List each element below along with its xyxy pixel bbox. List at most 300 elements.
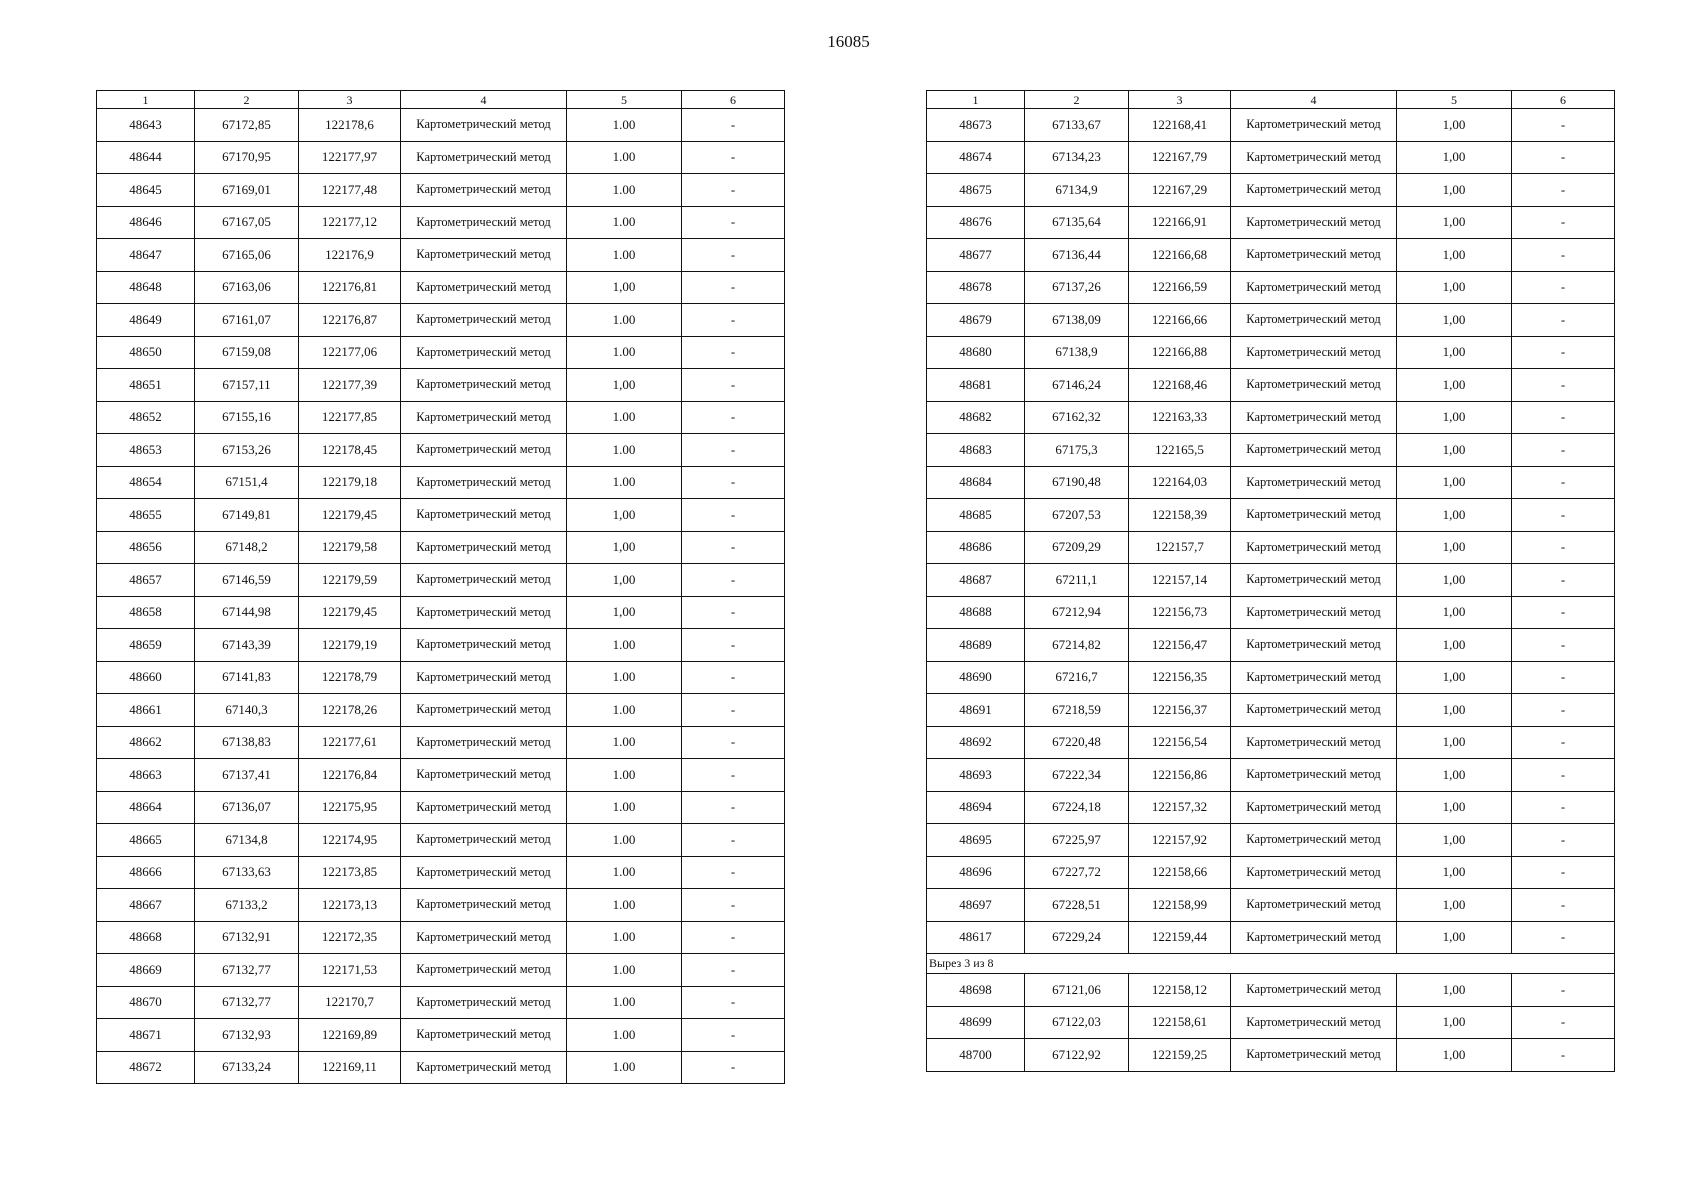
note-cell: - — [682, 109, 785, 142]
x-coordinate-cell: 67175,3 — [1025, 434, 1129, 467]
method-cell: Картометрический метод — [1231, 336, 1397, 369]
method-cell: Картометрический метод — [401, 856, 567, 889]
method-cell: Картометрический метод — [1231, 109, 1397, 142]
note-cell: - — [682, 791, 785, 824]
table-row — [927, 369, 1615, 402]
y-coordinate-cell: 122179,59 — [299, 564, 401, 597]
table-row — [927, 141, 1615, 174]
y-coordinate-cell: 122172,35 — [299, 921, 401, 954]
method-cell: Картометрический метод — [1231, 921, 1397, 954]
y-coordinate-cell: 122157,92 — [1129, 824, 1231, 857]
x-coordinate-cell: 67190,48 — [1025, 466, 1129, 499]
column-number-header: 4 — [1231, 91, 1397, 109]
method-cell: Картометрический метод — [1231, 694, 1397, 727]
x-coordinate-cell: 67161,07 — [195, 304, 299, 337]
method-cell: Картометрический метод — [1231, 726, 1397, 759]
table-row — [97, 174, 785, 207]
accuracy-cell: 1,00 — [1397, 726, 1512, 759]
method-cell: Картометрический метод — [1231, 824, 1397, 857]
y-coordinate-cell: 122171,53 — [299, 954, 401, 987]
accuracy-cell: 1.00 — [567, 206, 682, 239]
y-coordinate-cell: 122177,85 — [299, 401, 401, 434]
y-coordinate-cell: 122176,84 — [299, 759, 401, 792]
accuracy-cell: 1.00 — [567, 336, 682, 369]
accuracy-cell: 1.00 — [567, 889, 682, 922]
y-coordinate-cell: 122156,86 — [1129, 759, 1231, 792]
table-row — [97, 304, 785, 337]
y-coordinate-cell: 122158,61 — [1129, 1006, 1231, 1039]
accuracy-cell: 1,00 — [1397, 174, 1512, 207]
x-coordinate-cell: 67218,59 — [1025, 694, 1129, 727]
note-cell: - — [1512, 1006, 1615, 1039]
table-row — [927, 401, 1615, 434]
point-number-cell: 48699 — [927, 1006, 1025, 1039]
y-coordinate-cell: 122170,7 — [299, 986, 401, 1019]
table-row — [97, 369, 785, 402]
point-number-cell: 48675 — [927, 174, 1025, 207]
table-row — [97, 141, 785, 174]
x-coordinate-cell: 67122,03 — [1025, 1006, 1129, 1039]
note-cell: - — [682, 824, 785, 857]
accuracy-cell: 1,00 — [1397, 141, 1512, 174]
table-row — [97, 629, 785, 662]
y-coordinate-cell: 122179,45 — [299, 499, 401, 532]
point-number-cell: 48664 — [97, 791, 195, 824]
table-row — [927, 239, 1615, 272]
table-row — [927, 856, 1615, 889]
note-cell: - — [682, 531, 785, 564]
accuracy-cell: 1,00 — [1397, 791, 1512, 824]
method-cell: Картометрический метод — [1231, 141, 1397, 174]
method-cell: Картометрический метод — [401, 1019, 567, 1052]
table-row — [927, 304, 1615, 337]
x-coordinate-cell: 67141,83 — [195, 661, 299, 694]
table-row — [97, 889, 785, 922]
accuracy-cell: 1.00 — [567, 661, 682, 694]
note-cell: - — [1512, 759, 1615, 792]
x-coordinate-cell: 67220,48 — [1025, 726, 1129, 759]
y-coordinate-cell: 122163,33 — [1129, 401, 1231, 434]
column-number-header: 3 — [299, 91, 401, 109]
note-cell: - — [1512, 921, 1615, 954]
method-cell: Картометрический метод — [401, 401, 567, 434]
note-cell: - — [682, 304, 785, 337]
point-number-cell: 48693 — [927, 759, 1025, 792]
table-row — [97, 726, 785, 759]
point-number-cell: 48681 — [927, 369, 1025, 402]
point-number-cell: 48656 — [97, 531, 195, 564]
table-row — [97, 434, 785, 467]
x-coordinate-cell: 67135,64 — [1025, 206, 1129, 239]
x-coordinate-cell: 67214,82 — [1025, 629, 1129, 662]
accuracy-cell: 1,00 — [567, 369, 682, 402]
point-number-cell: 48680 — [927, 336, 1025, 369]
accuracy-cell: 1,00 — [1397, 856, 1512, 889]
accuracy-cell: 1.00 — [567, 239, 682, 272]
accuracy-cell: 1.00 — [567, 109, 682, 142]
x-coordinate-cell: 67122,92 — [1025, 1039, 1129, 1072]
point-number-cell: 48658 — [97, 596, 195, 629]
note-cell: - — [682, 239, 785, 272]
method-cell: Картометрический метод — [401, 889, 567, 922]
table-row — [927, 499, 1615, 532]
note-cell: - — [682, 369, 785, 402]
method-cell: Картометрический метод — [1231, 596, 1397, 629]
point-number-cell: 48682 — [927, 401, 1025, 434]
table-row — [927, 791, 1615, 824]
point-number-cell: 48679 — [927, 304, 1025, 337]
method-cell: Картометрический метод — [401, 564, 567, 597]
accuracy-cell: 1.00 — [567, 726, 682, 759]
table-row — [927, 694, 1615, 727]
x-coordinate-cell: 67224,18 — [1025, 791, 1129, 824]
table-row — [97, 564, 785, 597]
table-row — [927, 336, 1615, 369]
note-cell: - — [1512, 791, 1615, 824]
point-number-cell: 48676 — [927, 206, 1025, 239]
note-cell: - — [1512, 531, 1615, 564]
y-coordinate-cell: 122168,46 — [1129, 369, 1231, 402]
x-coordinate-cell: 67162,32 — [1025, 401, 1129, 434]
point-number-cell: 48697 — [927, 889, 1025, 922]
x-coordinate-cell: 67212,94 — [1025, 596, 1129, 629]
x-coordinate-cell: 67146,59 — [195, 564, 299, 597]
accuracy-cell: 1,00 — [1397, 661, 1512, 694]
x-coordinate-cell: 67155,16 — [195, 401, 299, 434]
x-coordinate-cell: 67134,9 — [1025, 174, 1129, 207]
x-coordinate-cell: 67144,98 — [195, 596, 299, 629]
table-row — [97, 856, 785, 889]
note-cell: - — [1512, 564, 1615, 597]
table-row — [97, 791, 785, 824]
method-cell: Картометрический метод — [401, 921, 567, 954]
point-number-cell: 48647 — [97, 239, 195, 272]
accuracy-cell: 1,00 — [1397, 466, 1512, 499]
accuracy-cell: 1.00 — [567, 1019, 682, 1052]
accuracy-cell: 1,00 — [1397, 304, 1512, 337]
method-cell: Картометрический метод — [401, 206, 567, 239]
point-number-cell: 48683 — [927, 434, 1025, 467]
y-coordinate-cell: 122167,79 — [1129, 141, 1231, 174]
note-cell: - — [682, 1019, 785, 1052]
accuracy-cell: 1,00 — [567, 596, 682, 629]
point-number-cell: 48686 — [927, 531, 1025, 564]
point-number-cell: 48654 — [97, 466, 195, 499]
method-cell: Картометрический метод — [1231, 759, 1397, 792]
note-cell: - — [1512, 974, 1615, 1007]
y-coordinate-cell: 122175,95 — [299, 791, 401, 824]
x-coordinate-cell: 67172,85 — [195, 109, 299, 142]
column-number-header: 6 — [1512, 91, 1615, 109]
x-coordinate-cell: 67143,39 — [195, 629, 299, 662]
method-cell: Картометрический метод — [401, 466, 567, 499]
y-coordinate-cell: 122166,59 — [1129, 271, 1231, 304]
note-cell: - — [682, 759, 785, 792]
point-number-cell: 48617 — [927, 921, 1025, 954]
accuracy-cell: 1,00 — [1397, 1039, 1512, 1072]
y-coordinate-cell: 122157,7 — [1129, 531, 1231, 564]
table-row — [927, 466, 1615, 499]
point-number-cell: 48648 — [97, 271, 195, 304]
method-cell: Картометрический метод — [1231, 791, 1397, 824]
table-row — [927, 564, 1615, 597]
y-coordinate-cell: 122158,99 — [1129, 889, 1231, 922]
method-cell: Картометрический метод — [401, 661, 567, 694]
y-coordinate-cell: 122165,5 — [1129, 434, 1231, 467]
point-number-cell: 48662 — [97, 726, 195, 759]
y-coordinate-cell: 122176,81 — [299, 271, 401, 304]
accuracy-cell: 1,00 — [1397, 596, 1512, 629]
column-number-header: 6 — [682, 91, 785, 109]
table-row — [927, 109, 1615, 142]
accuracy-cell: 1.00 — [567, 174, 682, 207]
x-coordinate-cell: 67137,26 — [1025, 271, 1129, 304]
table-row — [927, 596, 1615, 629]
note-cell: - — [1512, 239, 1615, 272]
method-cell: Картометрический метод — [401, 141, 567, 174]
point-number-cell: 48650 — [97, 336, 195, 369]
method-cell: Картометрический метод — [1231, 271, 1397, 304]
y-coordinate-cell: 122166,66 — [1129, 304, 1231, 337]
method-cell: Картометрический метод — [401, 759, 567, 792]
x-coordinate-cell: 67140,3 — [195, 694, 299, 727]
accuracy-cell: 1,00 — [1397, 694, 1512, 727]
note-cell: - — [1512, 889, 1615, 922]
note-cell: - — [1512, 401, 1615, 434]
point-number-cell: 48653 — [97, 434, 195, 467]
note-cell: - — [682, 726, 785, 759]
note-cell: - — [1512, 174, 1615, 207]
note-cell: - — [1512, 629, 1615, 662]
section-label-row — [927, 954, 1615, 974]
note-cell: - — [682, 889, 785, 922]
column-number-header-row — [97, 91, 785, 109]
table-row — [97, 466, 785, 499]
y-coordinate-cell: 122174,95 — [299, 824, 401, 857]
y-coordinate-cell: 122179,19 — [299, 629, 401, 662]
table-row — [927, 1006, 1615, 1039]
accuracy-cell: 1.00 — [567, 466, 682, 499]
note-cell: - — [1512, 466, 1615, 499]
note-cell: - — [682, 271, 785, 304]
accuracy-cell: 1,00 — [567, 499, 682, 532]
table-row — [927, 206, 1615, 239]
note-cell: - — [682, 596, 785, 629]
x-coordinate-cell: 67134,23 — [1025, 141, 1129, 174]
method-cell: Картометрический метод — [401, 271, 567, 304]
x-coordinate-cell: 67153,26 — [195, 434, 299, 467]
note-cell: - — [682, 661, 785, 694]
y-coordinate-cell: 122169,11 — [299, 1051, 401, 1084]
table-row — [927, 629, 1615, 662]
x-coordinate-cell: 67222,34 — [1025, 759, 1129, 792]
method-cell: Картометрический метод — [401, 499, 567, 532]
note-cell: - — [682, 986, 785, 1019]
note-cell: - — [1512, 206, 1615, 239]
method-cell: Картометрический метод — [401, 954, 567, 987]
table-row — [97, 499, 785, 532]
point-number-cell: 48660 — [97, 661, 195, 694]
accuracy-cell: 1,00 — [1397, 629, 1512, 662]
y-coordinate-cell: 122178,45 — [299, 434, 401, 467]
point-number-cell: 48666 — [97, 856, 195, 889]
x-coordinate-cell: 67148,2 — [195, 531, 299, 564]
accuracy-cell: 1,00 — [567, 271, 682, 304]
x-coordinate-cell: 67132,77 — [195, 954, 299, 987]
method-cell: Картометрический метод — [1231, 434, 1397, 467]
method-cell: Картометрический метод — [1231, 499, 1397, 532]
point-number-cell: 48667 — [97, 889, 195, 922]
point-number-cell: 48644 — [97, 141, 195, 174]
column-number-header: 3 — [1129, 91, 1231, 109]
point-number-cell: 48688 — [927, 596, 1025, 629]
point-number-cell: 48646 — [97, 206, 195, 239]
x-coordinate-cell: 67136,44 — [1025, 239, 1129, 272]
accuracy-cell: 1.00 — [567, 694, 682, 727]
y-coordinate-cell: 122177,39 — [299, 369, 401, 402]
point-number-cell: 48659 — [97, 629, 195, 662]
x-coordinate-cell: 67133,24 — [195, 1051, 299, 1084]
note-cell: - — [682, 336, 785, 369]
x-coordinate-cell: 67163,06 — [195, 271, 299, 304]
note-cell: - — [1512, 369, 1615, 402]
note-cell: - — [682, 921, 785, 954]
method-cell: Картометрический метод — [401, 986, 567, 1019]
y-coordinate-cell: 122157,14 — [1129, 564, 1231, 597]
method-cell: Картометрический метод — [401, 109, 567, 142]
accuracy-cell: 1.00 — [567, 141, 682, 174]
x-coordinate-cell: 67227,72 — [1025, 856, 1129, 889]
x-coordinate-cell: 67133,2 — [195, 889, 299, 922]
table-row — [927, 1039, 1615, 1072]
method-cell: Картометрический метод — [401, 694, 567, 727]
x-coordinate-cell: 67138,83 — [195, 726, 299, 759]
table-row — [927, 661, 1615, 694]
column-number-header: 2 — [195, 91, 299, 109]
table-row — [97, 824, 785, 857]
table-row — [927, 824, 1615, 857]
table-row — [927, 726, 1615, 759]
y-coordinate-cell: 122169,89 — [299, 1019, 401, 1052]
point-number-cell: 48684 — [927, 466, 1025, 499]
x-coordinate-cell: 67146,24 — [1025, 369, 1129, 402]
y-coordinate-cell: 122156,35 — [1129, 661, 1231, 694]
x-coordinate-cell: 67229,24 — [1025, 921, 1129, 954]
accuracy-cell: 1,00 — [1397, 531, 1512, 564]
y-coordinate-cell: 122176,87 — [299, 304, 401, 337]
y-coordinate-cell: 122177,97 — [299, 141, 401, 174]
point-number-cell: 48678 — [927, 271, 1025, 304]
y-coordinate-cell: 122158,39 — [1129, 499, 1231, 532]
page-number: 16085 — [827, 32, 870, 51]
note-cell: - — [1512, 856, 1615, 889]
x-coordinate-cell: 67209,29 — [1025, 531, 1129, 564]
note-cell: - — [682, 856, 785, 889]
method-cell: Картометрический метод — [1231, 304, 1397, 337]
accuracy-cell: 1.00 — [567, 434, 682, 467]
note-cell: - — [682, 141, 785, 174]
accuracy-cell: 1,00 — [1397, 369, 1512, 402]
x-coordinate-cell: 67132,91 — [195, 921, 299, 954]
table-row — [97, 921, 785, 954]
accuracy-cell: 1,00 — [567, 564, 682, 597]
y-coordinate-cell: 122166,68 — [1129, 239, 1231, 272]
point-number-cell: 48698 — [927, 974, 1025, 1007]
accuracy-cell: 1.00 — [567, 1051, 682, 1084]
note-cell: - — [1512, 336, 1615, 369]
method-cell: Картометрический метод — [1231, 466, 1397, 499]
accuracy-cell: 1.00 — [567, 791, 682, 824]
x-coordinate-cell: 67133,67 — [1025, 109, 1129, 142]
accuracy-cell: 1,00 — [1397, 239, 1512, 272]
y-coordinate-cell: 122157,32 — [1129, 791, 1231, 824]
accuracy-cell: 1.00 — [567, 304, 682, 337]
y-coordinate-cell: 122156,54 — [1129, 726, 1231, 759]
y-coordinate-cell: 122156,73 — [1129, 596, 1231, 629]
point-number-cell: 48690 — [927, 661, 1025, 694]
x-coordinate-cell: 67134,8 — [195, 824, 299, 857]
x-coordinate-cell: 67165,06 — [195, 239, 299, 272]
note-cell: - — [682, 629, 785, 662]
table-row — [97, 271, 785, 304]
point-number-cell: 48692 — [927, 726, 1025, 759]
y-coordinate-cell: 122176,9 — [299, 239, 401, 272]
x-coordinate-cell: 67157,11 — [195, 369, 299, 402]
note-cell: - — [1512, 694, 1615, 727]
point-number-cell: 48689 — [927, 629, 1025, 662]
point-number-cell: 48691 — [927, 694, 1025, 727]
point-number-cell: 48700 — [927, 1039, 1025, 1072]
point-number-cell: 48651 — [97, 369, 195, 402]
note-cell: - — [1512, 499, 1615, 532]
note-cell: - — [682, 1051, 785, 1084]
accuracy-cell: 1.00 — [567, 986, 682, 1019]
note-cell: - — [682, 206, 785, 239]
method-cell: Картометрический метод — [1231, 564, 1397, 597]
note-cell: - — [1512, 661, 1615, 694]
y-coordinate-cell: 122173,13 — [299, 889, 401, 922]
table-row — [97, 1019, 785, 1052]
note-cell: - — [1512, 726, 1615, 759]
point-number-cell: 48695 — [927, 824, 1025, 857]
accuracy-cell: 1,00 — [1397, 974, 1512, 1007]
accuracy-cell: 1,00 — [1397, 109, 1512, 142]
x-coordinate-cell: 67169,01 — [195, 174, 299, 207]
note-cell: - — [1512, 824, 1615, 857]
y-coordinate-cell: 122156,37 — [1129, 694, 1231, 727]
table-row — [97, 596, 785, 629]
accuracy-cell: 1.00 — [567, 759, 682, 792]
table-row — [927, 974, 1615, 1007]
accuracy-cell: 1,00 — [1397, 824, 1512, 857]
point-number-cell: 48687 — [927, 564, 1025, 597]
column-number-header: 5 — [1397, 91, 1512, 109]
x-coordinate-cell: 67170,95 — [195, 141, 299, 174]
method-cell: Картометрический метод — [401, 596, 567, 629]
y-coordinate-cell: 122159,25 — [1129, 1039, 1231, 1072]
accuracy-cell: 1.00 — [567, 629, 682, 662]
section-label: Вырез 3 из 8 — [927, 954, 1615, 974]
point-number-cell: 48672 — [97, 1051, 195, 1084]
y-coordinate-cell: 122177,06 — [299, 336, 401, 369]
table-row — [97, 1051, 785, 1084]
method-cell: Картометрический метод — [401, 531, 567, 564]
x-coordinate-cell: 67149,81 — [195, 499, 299, 532]
accuracy-cell: 1,00 — [1397, 434, 1512, 467]
note-cell: - — [682, 434, 785, 467]
y-coordinate-cell: 122158,12 — [1129, 974, 1231, 1007]
accuracy-cell: 1,00 — [1397, 499, 1512, 532]
